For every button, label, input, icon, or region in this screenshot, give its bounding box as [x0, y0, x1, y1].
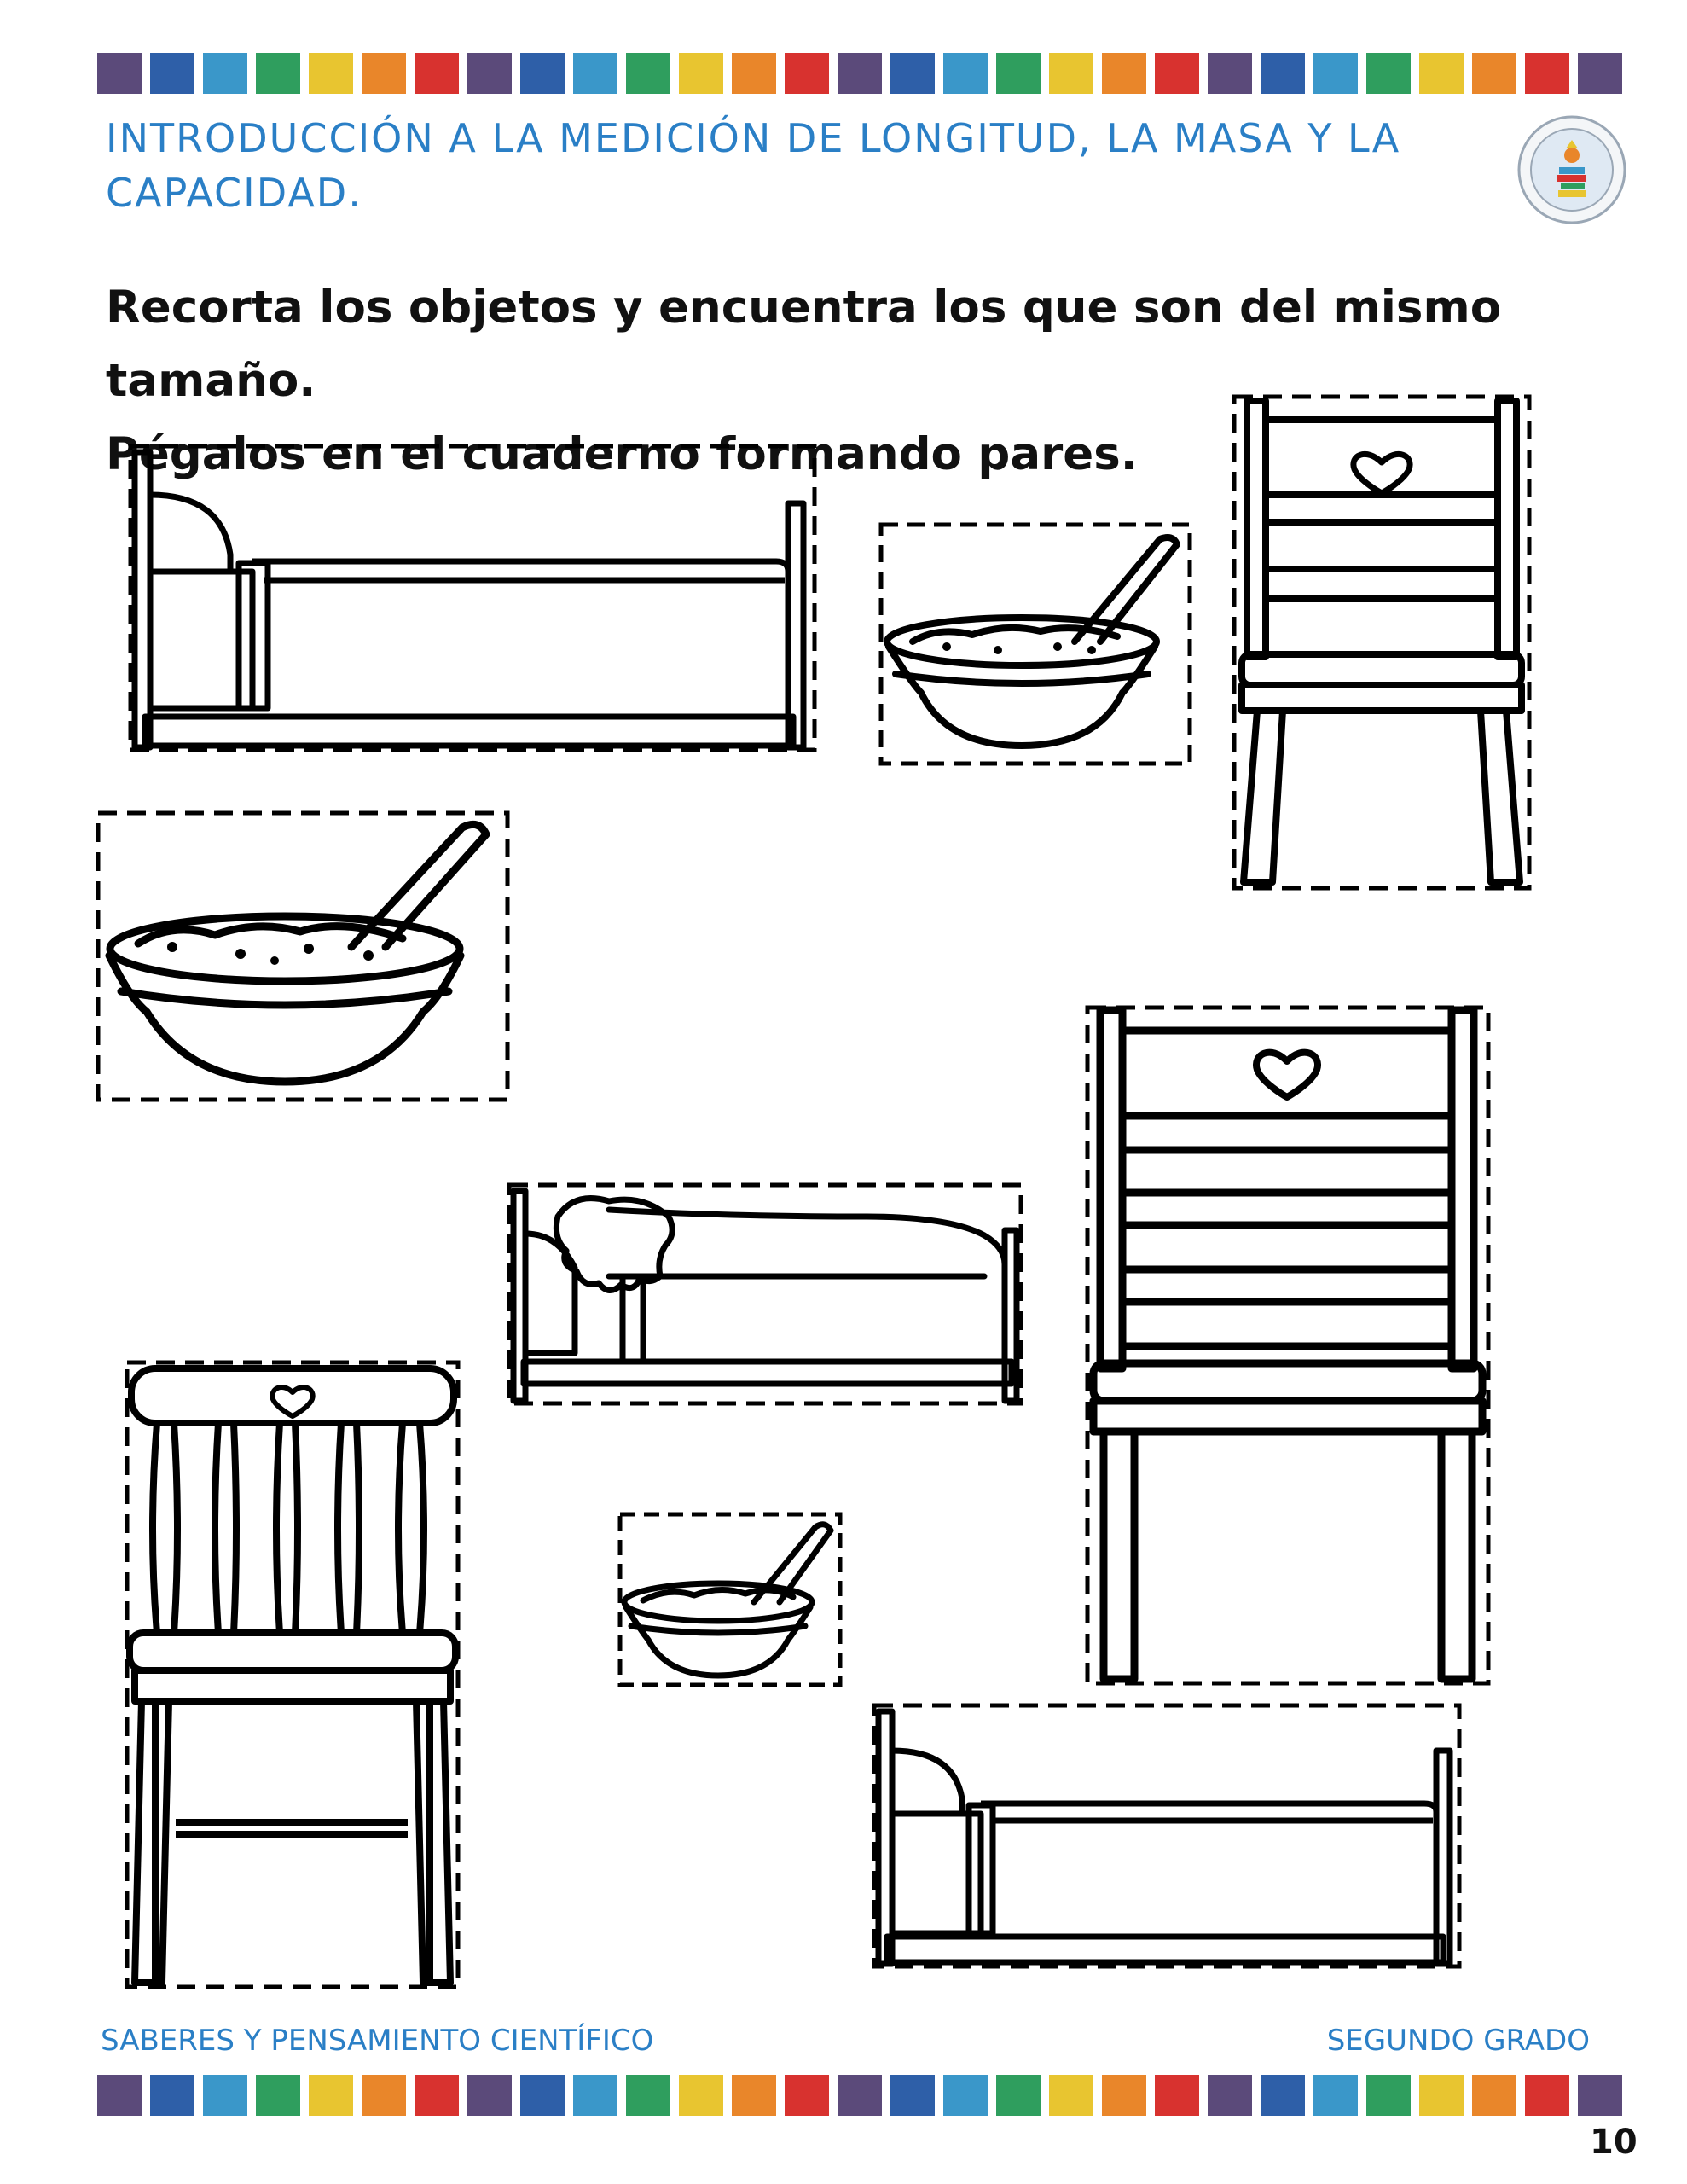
color-square	[203, 53, 247, 94]
color-square	[1472, 53, 1516, 94]
color-square	[467, 53, 512, 94]
color-square	[943, 53, 988, 94]
color-square	[626, 2075, 670, 2116]
color-square	[467, 2075, 512, 2116]
color-square	[1578, 2075, 1622, 2116]
color-square	[626, 53, 670, 94]
color-square	[309, 2075, 353, 2116]
color-square	[1049, 53, 1093, 94]
color-square	[1155, 53, 1199, 94]
bowl-icon	[617, 1512, 843, 1687]
color-square	[1419, 53, 1464, 94]
page-title: INTRODUCCIÓN A LA MEDICIÓN DE LONGITUD, LA MASA Y LA CAPACIDAD.	[106, 115, 1401, 216]
color-square	[1578, 53, 1622, 94]
color-square	[415, 2075, 459, 2116]
color-square	[97, 2075, 142, 2116]
color-square	[785, 53, 829, 94]
color-square	[97, 53, 142, 94]
cutout-chair-spindle[interactable]	[125, 1360, 461, 1989]
color-square	[996, 53, 1041, 94]
color-square	[520, 2075, 565, 2116]
color-square	[1208, 53, 1252, 94]
color-square	[573, 53, 617, 94]
color-square	[362, 2075, 406, 2116]
chair-icon	[1085, 1005, 1491, 1686]
bed-icon	[872, 1703, 1462, 1969]
chair-icon	[125, 1360, 461, 1989]
color-square	[1525, 2075, 1569, 2116]
footer-subject: SABERES Y PENSAMIENTO CIENTÍFICO	[101, 2024, 654, 2058]
color-square	[203, 2075, 247, 2116]
color-square	[890, 2075, 935, 2116]
color-square	[1313, 53, 1358, 94]
color-square	[1525, 53, 1569, 94]
color-square	[520, 53, 565, 94]
color-square	[1366, 2075, 1411, 2116]
color-square	[1261, 2075, 1305, 2116]
color-square	[1049, 2075, 1093, 2116]
color-square	[362, 53, 406, 94]
color-square	[679, 53, 723, 94]
color-square	[838, 2075, 882, 2116]
color-square	[838, 53, 882, 94]
color-square	[256, 2075, 300, 2116]
color-square	[1208, 2075, 1252, 2116]
color-square	[150, 2075, 194, 2116]
color-square	[732, 53, 776, 94]
bed-icon	[128, 444, 817, 752]
cutout-bed-person[interactable]	[507, 1182, 1023, 1406]
chair-icon	[1232, 394, 1532, 891]
bottom-color-strip	[97, 2075, 1622, 2116]
color-square	[573, 2075, 617, 2116]
color-square	[1472, 2075, 1516, 2116]
color-square	[890, 53, 935, 94]
color-square	[732, 2075, 776, 2116]
instruction-line-1: Recorta los objetos y encuentra los que son del mismo tamaño.	[106, 282, 1502, 407]
cutout-bowl-small[interactable]	[617, 1512, 843, 1687]
top-color-strip	[97, 53, 1622, 94]
color-square	[1261, 53, 1305, 94]
cutout-chair-large[interactable]	[1085, 1005, 1491, 1686]
color-square	[256, 53, 300, 94]
color-square	[785, 2075, 829, 2116]
color-square	[1102, 2075, 1146, 2116]
color-square	[1419, 2075, 1464, 2116]
cutout-chair-medium[interactable]	[1232, 394, 1532, 891]
footer-grade: SEGUNDO GRADO	[1326, 2024, 1590, 2058]
instruction-line-2: Pégalos en el cuaderno formando pares.	[106, 428, 1138, 480]
bowl-icon	[878, 522, 1192, 766]
cutout-bowl-medium[interactable]	[878, 522, 1192, 766]
bowl-icon	[96, 810, 510, 1102]
color-square	[415, 53, 459, 94]
bed-icon	[507, 1182, 1023, 1406]
color-square	[996, 2075, 1041, 2116]
cutout-bed-large[interactable]	[128, 444, 817, 752]
color-square	[309, 53, 353, 94]
color-square	[1313, 2075, 1358, 2116]
color-square	[1366, 53, 1411, 94]
cutout-bowl-large[interactable]	[96, 810, 510, 1102]
color-square	[679, 2075, 723, 2116]
color-square	[1155, 2075, 1199, 2116]
page-number: 10	[1590, 2123, 1638, 2162]
color-square	[150, 53, 194, 94]
publisher-logo	[1516, 114, 1627, 225]
cutout-bed-medium[interactable]	[872, 1703, 1462, 1969]
color-square	[1102, 53, 1146, 94]
color-square	[943, 2075, 988, 2116]
